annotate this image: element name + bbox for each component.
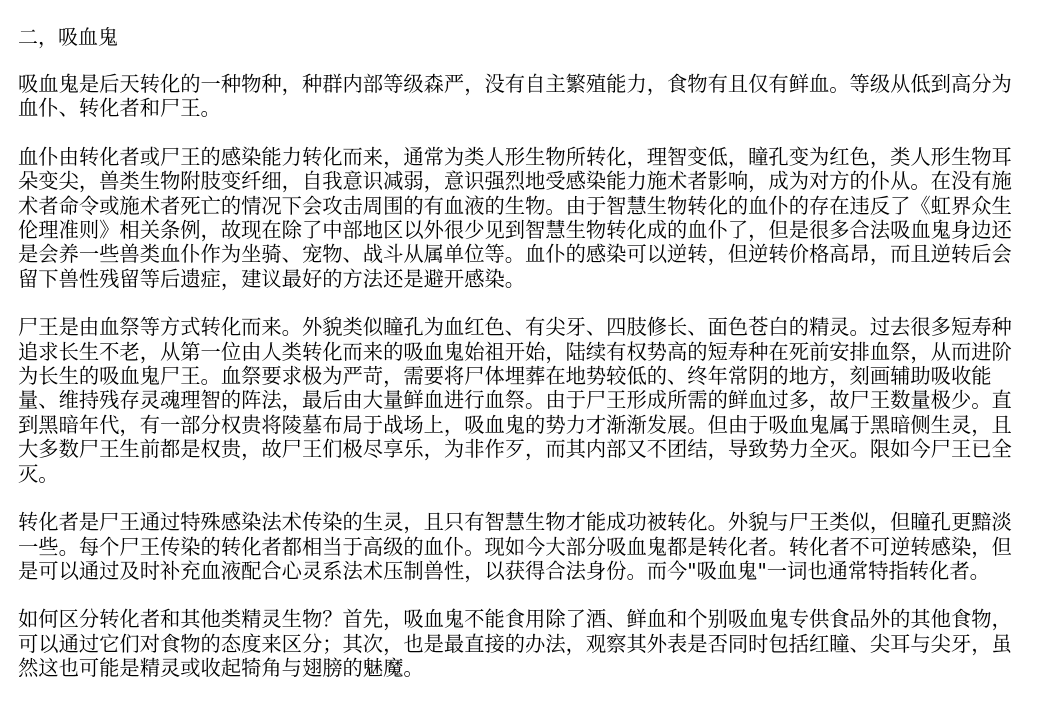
paragraph-corpse-king: 尸王是由血祭等方式转化而来。外貌类似瞳孔为血红色、有尖牙、四肢修长、面色苍白的精灵。过去很多短寿种追求长生不老，从第一位由人类转化而来的吸血鬼始祖开始，陆续有权势高的短寿种在死前安排血祭，从而进阶为长生的吸血鬼尸王。血祭要求极为严苛，需要将尸体埋葬在地势较低的、终年常阴的地方，刻画辅助吸收能量、维持残存灵魂理智的阵法，最后由大量鲜血进行血祭。由于尸王形成所需的鲜血过多，故尸王数量极少。直到黑暗年代，有一部分权贵将陵墓布局于战场上，吸血鬼的势力才渐渐发展。但由于吸血鬼属于黑暗侧生灵，且大多数尸王生前都是权贵，故尸王们极尽享乐，为非作歹，而其内部又不团结，导致势力全灭。限如今尸王已全灭。 [18,315,1012,486]
spacer [18,50,1020,72]
paragraph-converted: 转化者是尸王通过特殊感染法术传染的生灵，且只有智慧生物才能成功被转化。外貌与尸王类似，但瞳孔更黯淡一些。每个尸王传染的转化者都相当于高级的血仆。现如今大部分吸血鬼都是转化者。转化者不可逆转感染，但是可以通过及时补充血液配合心灵系法术压制兽性，以获得合法身份。而今"吸血鬼"一词也通常特指转化者。 [18,510,1012,583]
paragraph-distinguish: 如何区分转化者和其他类精灵生物？首先，吸血鬼不能食用除了酒、鲜血和个别吸血鬼专供食品外的其他食物，可以通过它们对食物的态度来区分；其次，也是最直接的办法，观察其外表是否同时包括红瞳、尖耳与尖牙，虽然这也可能是精灵或收起犄角与翅膀的魅魔。 [18,607,1012,681]
paragraph-blood-servant: 血仆由转化者或尸王的感染能力转化而来，通常为类人形生物所转化，理智变低，瞳孔变为红色，类人形生物耳朵变尖，兽类生物附肢变纤细，自我意识减弱，意识强烈地受感染能力施术者影响，成为对方的仆从。在没有施术者命令或施术者死亡的情况下会攻击周围的有血液的生物。由于智慧生物转化的血仆的存在违反了《虹界众生伦理准则》相关条例，故现在除了中部地区以外很少见到智慧生物转化成的血仆了，但是很多合法吸血鬼身边还是会养一些兽类血仆作为坐骑、宠物、战斗从属单位等。血仆的感染可以逆转，但逆转价格高昂，而且逆转后会留下兽性残留等后遗症，建议最好的方法还是避开感染。 [18,144,1012,291]
spacer [18,583,1020,607]
spacer [18,121,1020,145]
section-heading: 二，吸血鬼 [18,25,118,49]
paragraph-overview: 吸血鬼是后天转化的一种物种，种群内部等级森严，没有自主繁殖能力，食物有且仅有鲜血。等级从低到高分为血仆、转化者和尸王。 [18,72,1012,121]
spacer [18,486,1020,510]
spacer [18,291,1020,315]
